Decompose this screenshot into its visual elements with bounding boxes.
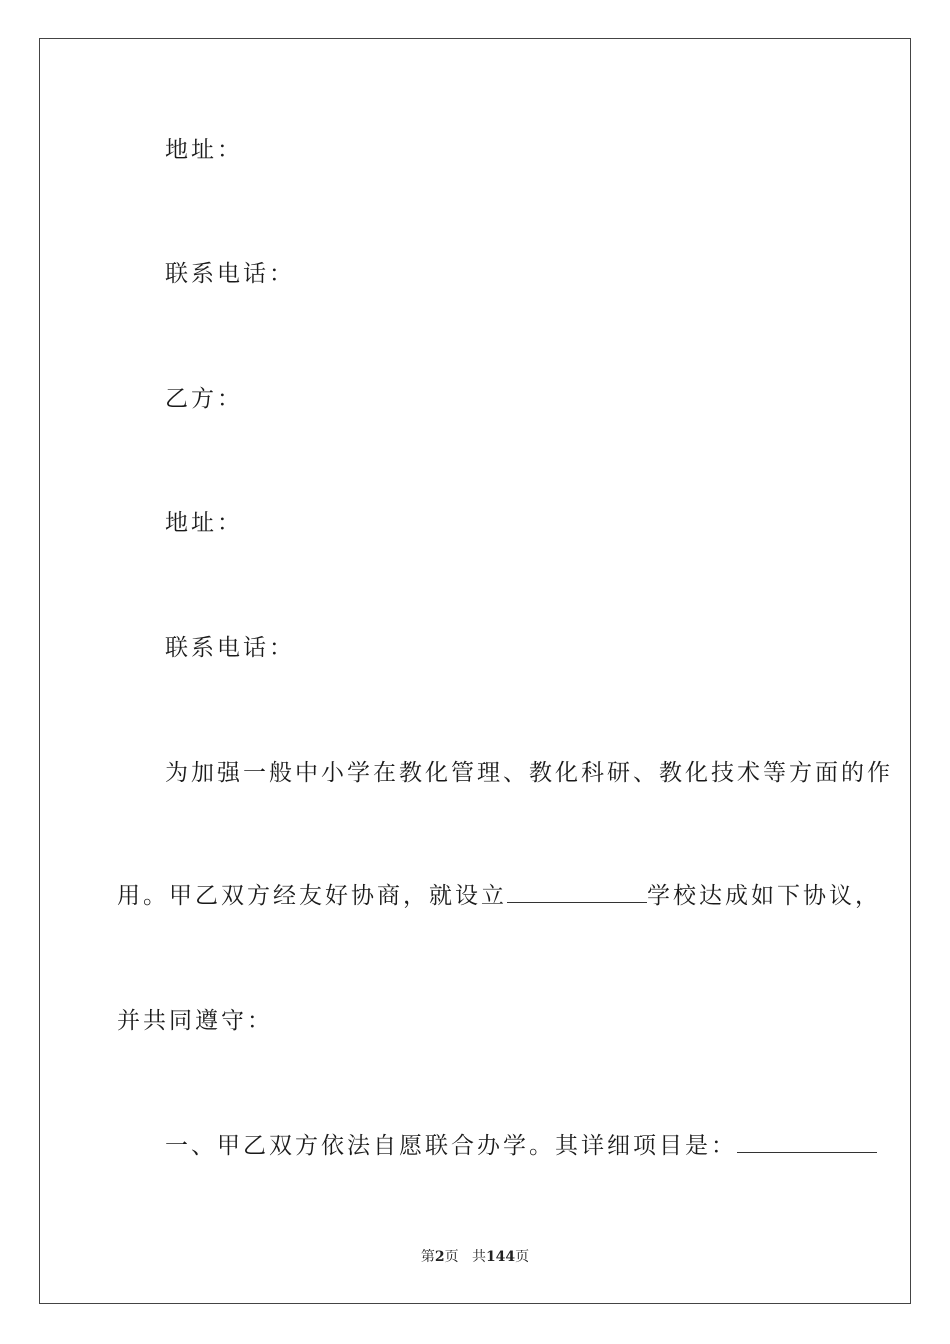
address-label-party-b: 地址：	[165, 510, 243, 536]
page-frame	[39, 38, 911, 1304]
phone-label-party-b: 联系电话：	[165, 635, 295, 661]
school-name-blank	[507, 882, 647, 903]
intro-paragraph-line-2	[117, 881, 881, 911]
intro-text-after-blank: 学校达成如下协议，	[647, 883, 881, 909]
footer-total-pages: 144	[485, 1249, 516, 1265]
phone-label-party-a: 联系电话：	[165, 261, 295, 287]
footer-total-suffix: 页	[515, 1249, 530, 1265]
intro-paragraph-line-3: 并共同遵守：	[117, 1008, 273, 1034]
intro-paragraph-line-1: 为加强一般中小学在教化管理、教化科研、教化技术等方面的作	[165, 760, 893, 786]
footer-page-number: 2	[434, 1249, 445, 1265]
intro-text-before-blank: 用。甲乙双方经友好协商，就设立	[117, 883, 507, 909]
project-blank	[737, 1132, 877, 1153]
page-footer	[0, 1246, 950, 1266]
clause-1	[165, 1131, 877, 1161]
clause-1-text: 一、甲乙双方依法自愿联合办学。其详细项目是：	[165, 1133, 737, 1159]
footer-total-prefix: 共	[471, 1249, 486, 1265]
footer-page-suffix: 页	[444, 1249, 459, 1265]
footer-page-prefix: 第	[420, 1249, 435, 1265]
party-b-label: 乙方：	[165, 386, 243, 412]
address-label-party-a: 地址：	[165, 137, 243, 163]
